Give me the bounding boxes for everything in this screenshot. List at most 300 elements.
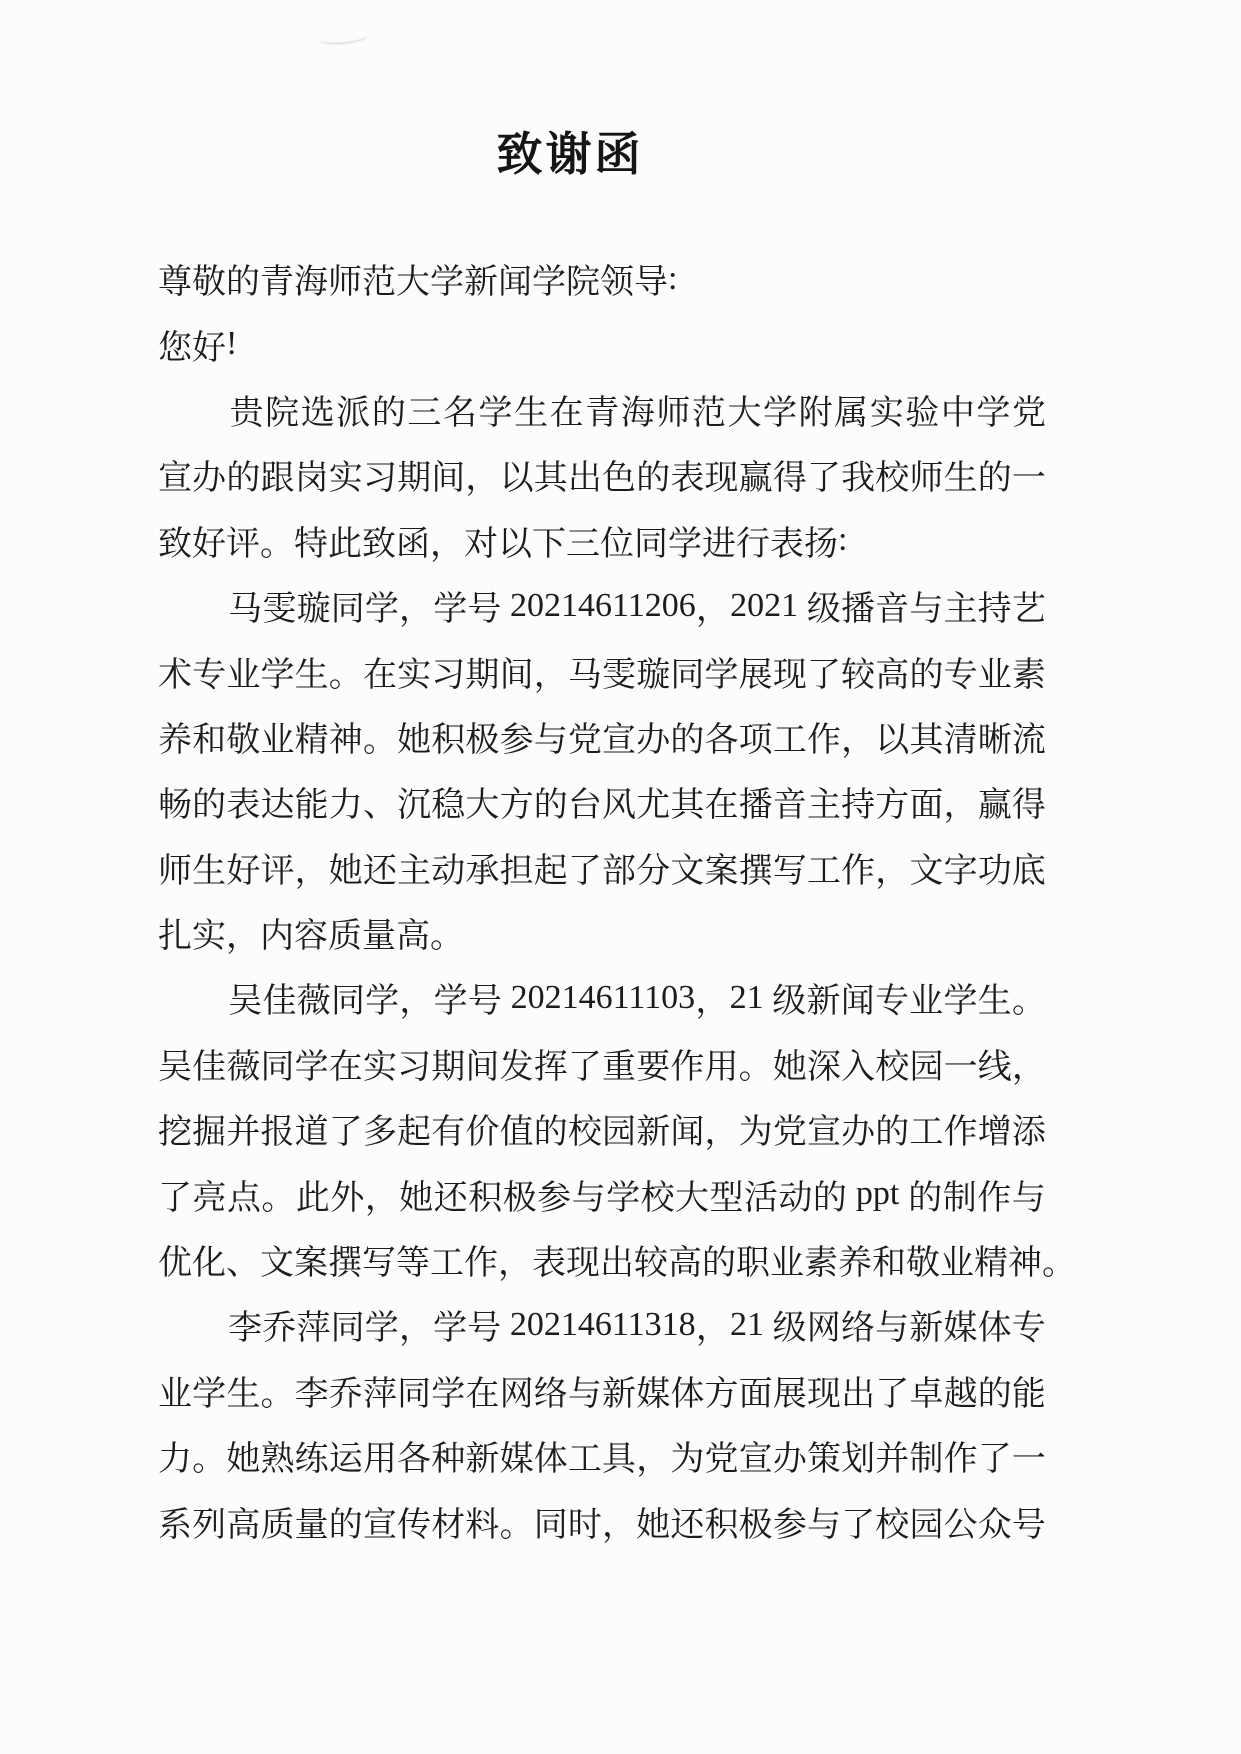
text-token: 宣 [158,460,192,498]
text-token: 园 [909,1506,944,1544]
text-token: 了 [841,1506,876,1544]
text-token: 表 [226,787,261,825]
text-token: 乔 [262,1310,297,1348]
text-token: 挖 [158,1114,192,1152]
text-line [158,835,1046,900]
text-token: 出 [841,1375,876,1413]
text-token: ! [226,325,238,363]
text-token: 派 [336,394,371,432]
text-token: ， [399,591,434,629]
text-token: 写 [772,852,807,890]
text-token: 系 [158,1506,192,1544]
text-token: 学 [260,656,295,694]
text-token: 外 [330,1179,365,1217]
text-token: 的 [908,1179,943,1217]
text-token: 好 [192,525,226,563]
text-token: 期 [431,1048,466,1086]
text-token: 运 [328,1441,363,1479]
text-token: 挥 [533,1048,568,1086]
text-token: 时 [567,1506,602,1544]
text-token: 主 [397,852,432,890]
text-line [158,508,1046,573]
text-token: 工 [772,721,807,759]
text-token: 工 [909,1114,944,1152]
text-token: 学 [704,656,739,694]
text-token: 神 [1008,1245,1042,1283]
text-token: 掘 [192,1114,227,1152]
text-token: 动 [778,1179,813,1217]
text-token: 与 [571,1179,606,1217]
text-token: 学 [364,591,399,629]
text-token: 参 [537,1179,572,1217]
text-token: 号 [467,591,502,629]
text-token: 尤 [636,787,671,825]
text-token: 积 [468,1179,503,1217]
text-token: 职 [736,1245,770,1283]
text-token: 学 [294,1048,329,1086]
text-token: 的 [371,394,406,432]
text-token: ， [695,983,730,1021]
text-token: 在 [328,1048,363,1086]
text-token: 敬 [906,1245,940,1283]
text-token: 新 [636,1114,671,1152]
text-line [158,965,1046,1030]
text-token: 工 [806,852,841,890]
text-token: 卓 [909,1375,944,1413]
text-token: 术 [158,656,192,694]
text-token: 等 [396,1245,430,1283]
text-token: 作 [464,1245,498,1283]
text-token: 练 [294,1441,329,1479]
text-token: 高 [875,656,910,694]
text-token: ， [465,460,500,498]
text-token: 出 [600,1245,634,1283]
text-token: 积 [704,1506,739,1544]
text-token: 扬 [804,525,838,563]
text-token: 大 [396,264,430,302]
text-token: ， [704,1114,739,1152]
text-token: 化 [192,1245,226,1283]
text-line [158,1096,1046,1161]
text-token: 络 [533,1375,568,1413]
text-token: 学 [192,1375,227,1413]
text-token: 得 [1011,787,1046,825]
text-token: 致 [158,525,192,563]
text-token: 在 [362,656,397,694]
text-token: ， [695,591,730,629]
text-token: 与 [1011,1179,1046,1217]
text-token: 您 [158,329,192,367]
text-token: 级 [772,1310,807,1348]
text-token: 文 [909,852,944,890]
text-token: 实 [362,1048,397,1086]
text-token: 薇 [296,983,331,1021]
text-token: 案 [704,852,739,890]
text-token: 吴 [228,983,263,1021]
text-token: 专 [192,656,227,694]
text-token: 的 [226,460,261,498]
text-token: 体 [977,1310,1012,1348]
text-token: 校 [875,1048,910,1086]
text-token: 中 [940,394,975,432]
text-token: 21 [729,1305,773,1343]
text-token: 的 [328,1506,363,1544]
text-token: 功 [977,852,1012,890]
text-token: 现 [704,460,739,498]
text-line [158,1358,1046,1423]
text-token: 号 [467,983,502,1021]
text-token: 她 [399,1179,434,1217]
text-token: 新 [909,1310,944,1348]
text-token: 划 [841,1441,876,1479]
text-line [158,1161,1046,1226]
text-token: 的 [636,460,671,498]
text-token: 其 [670,787,705,825]
text-token: 生 [294,656,329,694]
text-token: 高 [396,918,430,956]
text-token: ， [399,983,434,1021]
text-token: 线 [977,1048,1012,1086]
text-token: 办 [841,1114,876,1152]
text-token: 期 [397,460,432,498]
text-token: 师 [909,460,944,498]
text-token: 料 [465,1506,500,1544]
text-token: 位 [600,525,634,563]
text-token: 越 [943,1375,978,1413]
text-token: 活 [743,1179,778,1217]
text-token: 字 [943,852,978,890]
text-line [158,769,1046,834]
text-token: 网 [499,1375,534,1413]
text-token: 列 [192,1506,227,1544]
text-token: 方 [875,787,910,825]
text-token: 校 [640,1179,675,1217]
text-token: 赢 [738,460,773,498]
text-token: 文 [670,852,705,890]
text-token: 尊 [158,264,192,302]
text-token: 为 [738,1114,773,1152]
text-token: 种 [431,1441,466,1479]
text-token: 生 [192,852,227,890]
text-token: 期 [465,656,500,694]
text-token: 致 [362,525,396,563]
text-token: 生 [977,983,1012,1021]
text-token: 了 [328,1114,363,1152]
text-token: 。 [328,656,363,694]
text-token: 神 [328,721,363,759]
text-token: 雯 [262,591,297,629]
text-token: 积 [431,721,466,759]
text-token: 与 [909,591,944,629]
text-token: 、 [226,1245,260,1283]
text-token: 间 [465,1048,500,1086]
text-token: 工 [567,1441,602,1479]
text-token: 师 [328,264,362,302]
text-token: 函 [396,525,430,563]
text-token: 的 [977,460,1012,498]
text-token: ， [226,918,260,956]
text-token: 部 [602,852,637,890]
text-token: 一 [1011,1441,1046,1479]
text-token: 学 [364,1310,399,1348]
text-line [158,1292,1046,1357]
text-token: 生 [943,460,978,498]
text-token: 同 [670,656,705,694]
text-token: 她 [328,852,363,890]
text-line [158,1488,1046,1553]
text-token: 闻 [670,1114,705,1152]
text-token: 制 [909,1441,944,1479]
text-token: 20214611206 [501,586,696,624]
text-token: 增 [977,1114,1012,1152]
text-token: 学 [943,983,978,1021]
text-token: 李 [294,1375,329,1413]
text-token: : [838,521,848,559]
text-token: 宣 [362,1506,397,1544]
text-token: 参 [499,721,534,759]
text-token: 三 [407,394,442,432]
text-token: 作 [943,1441,978,1479]
text-token: 和 [872,1245,906,1283]
text-token: 力 [158,1441,192,1479]
text-token: 撰 [328,1245,362,1283]
text-token: 属 [834,394,869,432]
text-token: 业 [226,656,261,694]
text-token: 专 [875,983,909,1021]
text-token: 业 [260,721,295,759]
text-token: 生 [514,394,549,432]
text-token: 添 [1011,1114,1046,1152]
text-token: 习 [431,656,466,694]
text-token: 方 [704,1375,739,1413]
text-token: 青 [585,394,620,432]
text-token: ， [695,1310,730,1348]
text-token: 吴 [158,1048,192,1086]
text-token: 学 [532,264,566,302]
paragraph-indent [158,997,228,998]
text-token: 素 [1011,656,1046,694]
text-token: 了 [806,656,841,694]
text-token: 业 [977,656,1012,694]
text-token: 同 [330,983,365,1021]
text-token: 她 [226,1441,261,1479]
text-token: 的 [192,787,227,825]
text-token: 出 [567,460,602,498]
text-token: 学 [668,525,702,563]
text-token: 专 [943,656,978,694]
text-token: 敬 [192,264,226,302]
text-token: 验 [905,394,940,432]
text-token: 李 [228,1310,263,1348]
text-token: 材 [431,1506,466,1544]
text-token: 参 [772,1506,807,1544]
text-token: 工 [430,1245,464,1283]
text-token: 名 [442,394,477,432]
text-token: ， [294,852,329,890]
text-token: 以 [499,460,534,498]
text-token: 在 [704,787,739,825]
text-token: 的 [909,656,944,694]
text-token: 极 [465,721,500,759]
text-line [158,704,1046,769]
text-token: 文 [260,1245,294,1283]
text-token: 的 [875,1114,910,1152]
text-token: ， [364,1179,399,1217]
text-token: 学 [763,394,797,432]
text-token: 萍 [296,1310,331,1348]
text-token: 岗 [294,460,329,498]
text-token: 校 [875,1506,910,1544]
text-token: 同 [634,525,668,563]
text-token: 极 [738,1506,773,1544]
text-token: : [668,259,678,297]
text-token: ， [533,656,568,694]
text-token: 业 [940,1245,974,1283]
text-token: 。 [1011,983,1046,1021]
text-token: 主 [806,787,841,825]
text-token: 宣 [738,1441,773,1479]
text-token: 价 [465,1114,500,1152]
text-token: 一 [943,1048,978,1086]
text-line [158,311,1046,376]
text-token: 还 [362,852,397,890]
text-token: 质 [328,918,362,956]
text-token: 了 [158,1179,192,1217]
text-token: 附 [798,394,833,432]
text-token: 传 [397,1506,432,1544]
text-line [158,638,1046,703]
text-token: 有 [431,1114,466,1152]
text-token: 得 [772,460,807,498]
text-token: 了 [806,460,841,498]
text-token: 。 [1042,1245,1076,1283]
text-token: 2021 [730,586,807,624]
text-token: 并 [226,1114,261,1152]
text-token: 素 [804,1245,838,1283]
paragraph-indent [158,409,228,410]
text-token: 习 [397,1048,432,1086]
text-token: 间 [499,656,534,694]
text-token: 精 [974,1245,1008,1283]
text-token: 璇 [636,656,671,694]
text-token: 写 [362,1245,396,1283]
text-token: 萍 [362,1375,397,1413]
text-line [158,1227,1076,1292]
text-token: 园 [602,1114,637,1152]
text-token: 薇 [226,1048,261,1086]
text-token: 量 [362,918,396,956]
text-token: 用 [362,1441,397,1479]
text-token: 范 [362,264,396,302]
text-token: 台 [567,787,602,825]
text-token: 好 [192,329,226,367]
text-line [158,573,1046,638]
text-token: 特 [294,525,328,563]
text-token: 多 [362,1114,397,1152]
text-token: 学 [433,591,468,629]
text-token: 实 [328,460,363,498]
text-token: 她 [636,1506,671,1544]
text-token: 体 [670,1375,705,1413]
text-token: 此 [328,525,362,563]
text-token: 20214611318 [501,1305,696,1343]
text-token: 党 [772,1114,807,1152]
text-token: ， [943,787,978,825]
text-token: 为 [670,1441,705,1479]
text-token: 音 [875,591,910,629]
text-token: 能 [294,787,329,825]
text-token: 评 [260,852,295,890]
text-token: 较 [841,656,876,694]
text-token: 用 [704,1048,739,1086]
text-token: 一 [1011,460,1046,498]
text-token: 学 [430,264,464,302]
text-token: 播 [840,591,875,629]
text-token: 办 [636,721,671,759]
text-token: 范 [691,394,726,432]
text-token: 海 [620,394,655,432]
text-token: 底 [1011,852,1046,890]
text-token: 领 [600,264,634,302]
text-token: 作 [943,1114,978,1152]
text-token: 20214611103 [502,978,696,1016]
text-token: 型 [709,1179,744,1217]
text-token: 对 [464,525,498,563]
text-token: ， [398,1310,433,1348]
text-token: 亮 [192,1179,227,1217]
text-token: 分 [636,852,671,890]
text-token: 下 [532,525,566,563]
text-token: 担 [499,852,534,890]
text-token: 同 [397,1375,432,1413]
text-token: 。 [260,525,294,563]
text-token: 现 [566,1245,600,1283]
text-token: 体 [533,1441,568,1479]
text-token: 主 [943,591,978,629]
text-token: 晰 [977,721,1012,759]
text-token: 学 [433,1310,468,1348]
text-token: 实 [869,394,904,432]
text-token: 办 [192,460,227,498]
text-token: 了 [567,852,602,890]
text-token: 养 [158,721,192,759]
text-token: 级 [806,591,841,629]
text-token: 承 [465,852,500,890]
text-token: 方 [499,787,534,825]
text-token: ， [841,721,876,759]
text-token: 作 [806,721,841,759]
scan-smudge-artifact [317,27,370,46]
text-token: 佳 [262,983,297,1021]
paragraph-indent [158,605,228,606]
text-token: 师 [656,394,691,432]
text-token: 好 [226,852,261,890]
text-token: 宣 [806,1114,841,1152]
text-token: 公 [943,1506,978,1544]
text-token: 制 [942,1179,977,1217]
text-token: 作 [977,1179,1012,1217]
text-token: 作 [841,852,876,890]
text-token: 跟 [260,460,295,498]
text-token: 力 [328,787,363,825]
text-token: 同 [330,591,365,629]
text-token: 以 [498,525,532,563]
text-token: 学 [433,983,468,1021]
text-token: 党 [1011,394,1046,432]
text-token: 点 [226,1179,261,1217]
text-token: 扎 [158,918,192,956]
text-token: 同 [330,1310,365,1348]
